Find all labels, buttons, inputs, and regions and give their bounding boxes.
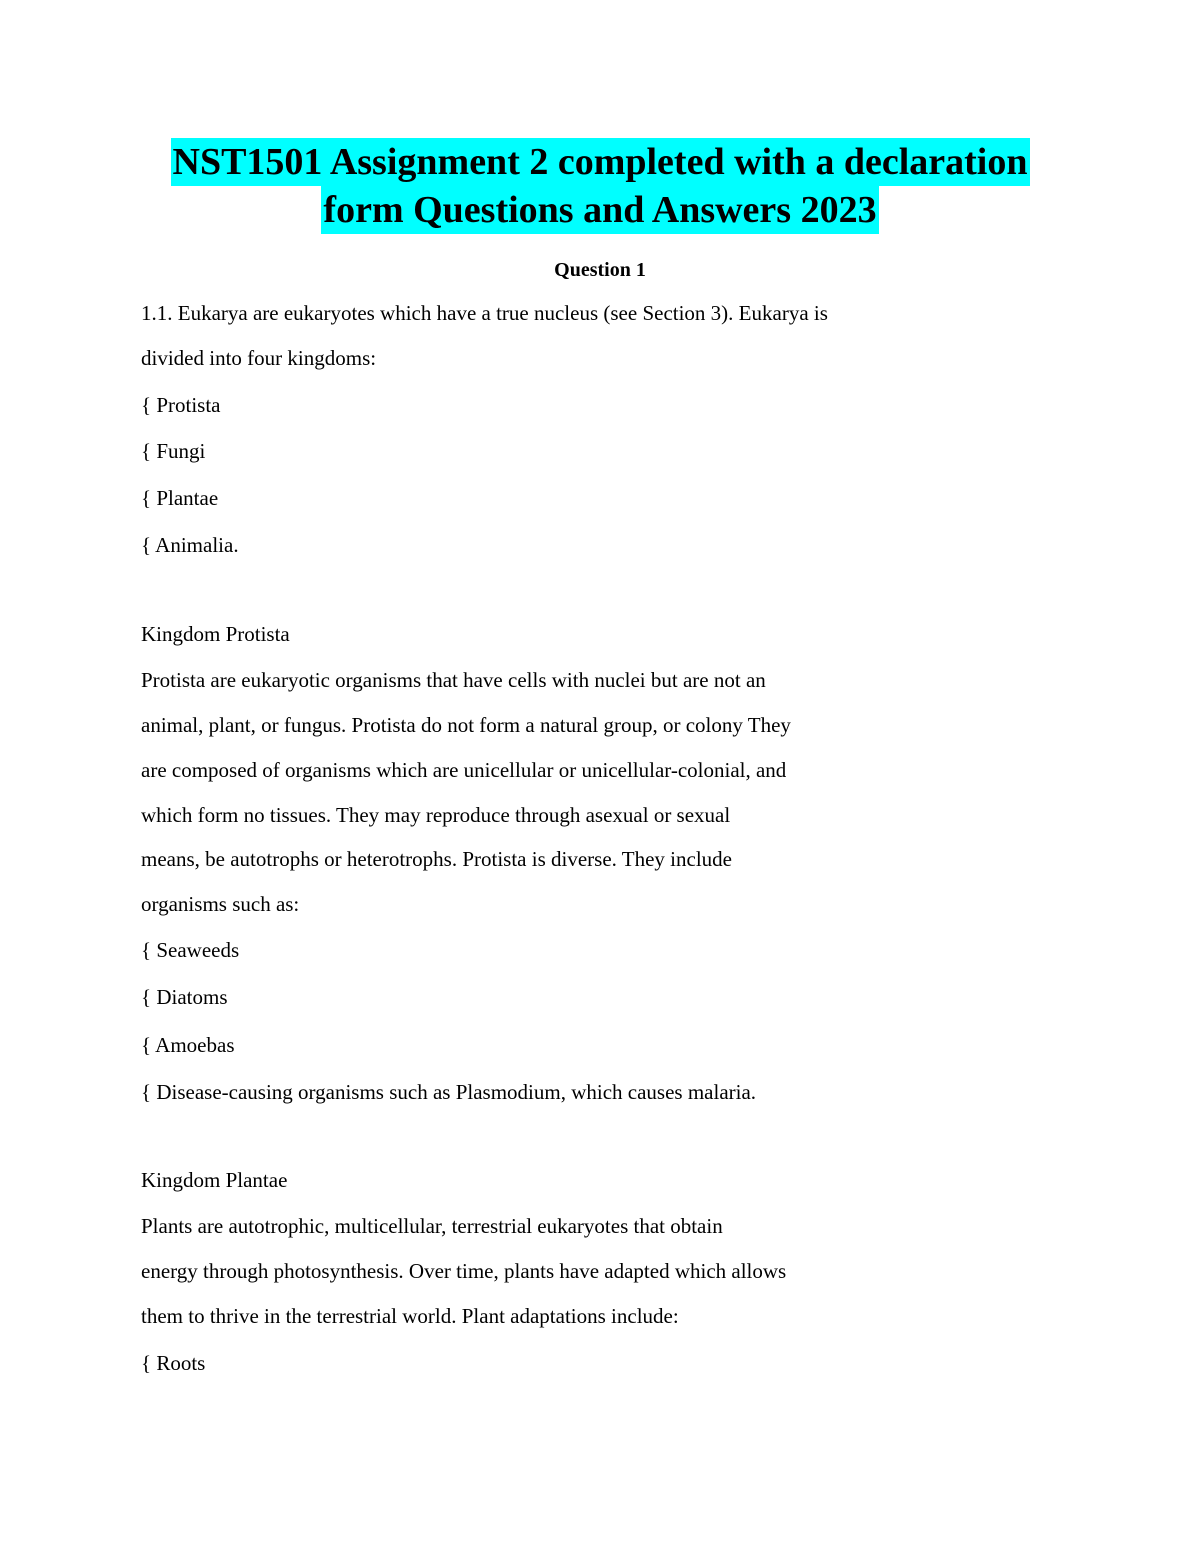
paragraph-line: divided into four kingdoms: — [141, 346, 377, 370]
list-item: { Disease-causing organisms such as Plasmodium, which causes malaria. — [141, 1080, 757, 1104]
section-heading-protista: Kingdom Protista — [141, 622, 290, 646]
paragraph-line: means, be autotrophs or heterotrophs. Protista is diverse. They include — [141, 847, 732, 871]
paragraph-line: which form no tissues. They may reproduce through asexual or sexual — [141, 803, 731, 827]
list-item: { Plantae — [141, 486, 219, 510]
title-line-1: NST1501 Assignment 2 completed with a declaration — [171, 138, 1030, 186]
paragraph-line: 1.1. Eukarya are eukaryotes which have a true nucleus (see Section 3). Eukarya is — [141, 301, 828, 325]
list-item: { Roots — [141, 1351, 206, 1375]
question-heading: Question 1 — [554, 259, 646, 281]
document-title — [0, 138, 1200, 234]
section-heading-plantae: Kingdom Plantae — [141, 1168, 288, 1192]
paragraph-line: are composed of organisms which are unicellular or unicellular-colonial, and — [141, 758, 787, 782]
paragraph-line: Plants are autotrophic, multicellular, terrestrial eukaryotes that obtain — [141, 1214, 723, 1238]
paragraph-line: them to thrive in the terrestrial world. Plant adaptations include: — [141, 1304, 679, 1328]
paragraph-line: energy through photosynthesis. Over time, plants have adapted which allows — [141, 1259, 787, 1283]
list-item: { Protista — [141, 393, 221, 417]
paragraph-line: organisms such as: — [141, 892, 300, 916]
paragraph-line: animal, plant, or fungus. Protista do not form a natural group, or colony They — [141, 713, 791, 737]
paragraph-line: Protista are eukaryotic organisms that have cells with nuclei but are not an — [141, 668, 766, 692]
list-item: { Fungi — [141, 439, 206, 463]
list-item: { Amoebas — [141, 1033, 235, 1057]
list-item: { Diatoms — [141, 985, 228, 1009]
list-item: { Animalia. — [141, 533, 239, 557]
list-item: { Seaweeds — [141, 938, 240, 962]
title-line-2: form Questions and Answers 2023 — [321, 186, 878, 234]
